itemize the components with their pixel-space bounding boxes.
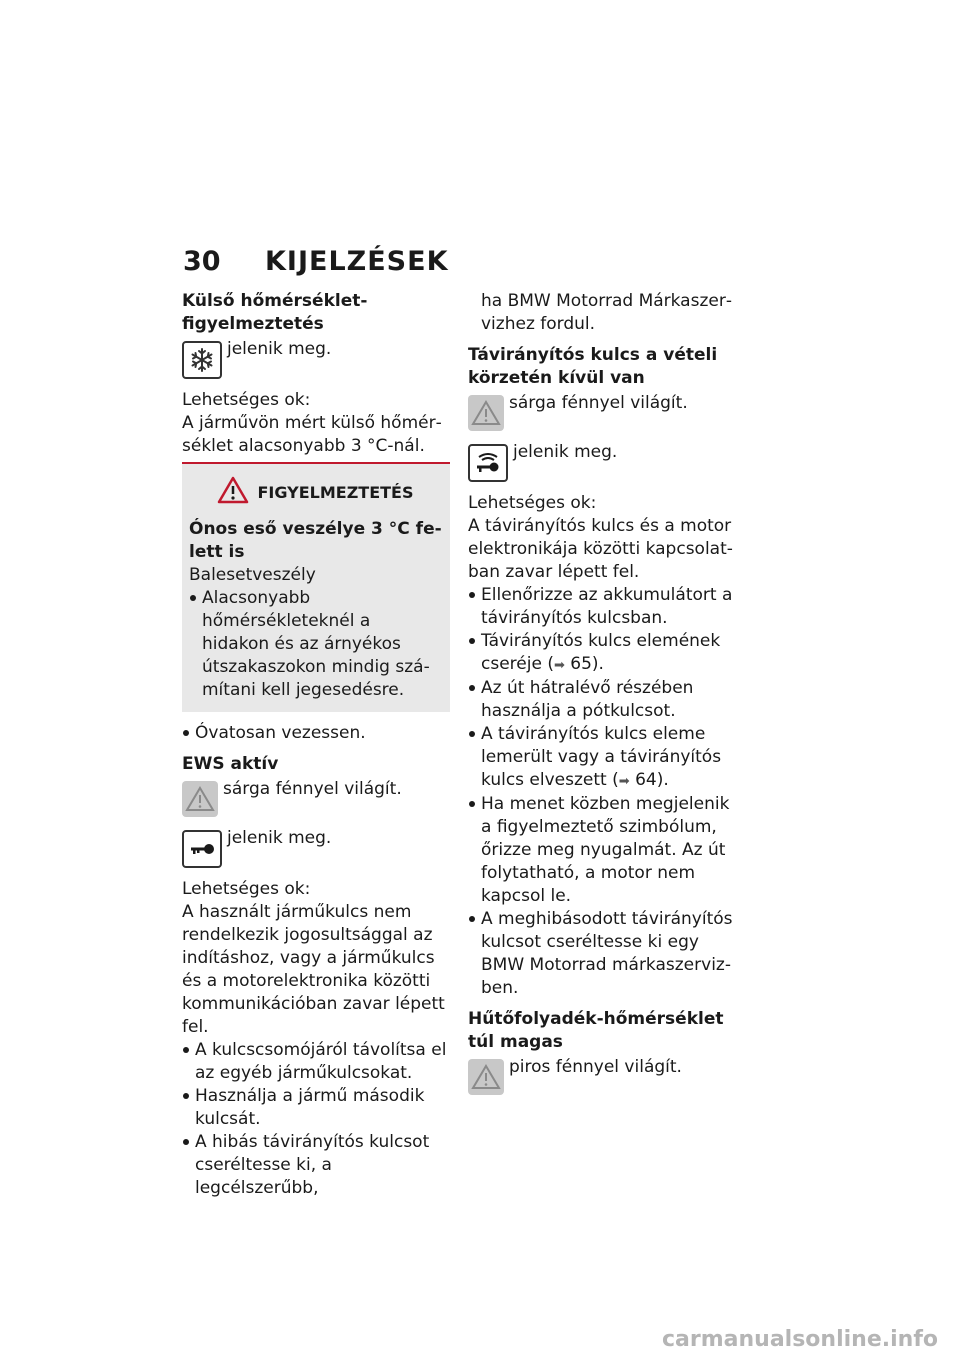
- warning-bullet-list: [189, 587, 442, 702]
- warning-header: [189, 476, 442, 508]
- warning-triangle-icon: [468, 395, 504, 431]
- symbol-row-remote-key: [468, 441, 736, 482]
- key-icon: [182, 830, 222, 868]
- section-title-coolant: Hűtőfolyadék-hőmérséklet túl magas: [468, 1009, 724, 1052]
- symbol-text: jelenik meg.: [227, 339, 332, 359]
- symbol-row-warning: [468, 392, 736, 431]
- symbol-row-warning: [468, 1056, 736, 1095]
- snowflake-icon: [182, 341, 222, 379]
- left-column: [182, 290, 450, 1200]
- page-number: 30: [183, 246, 221, 277]
- cause-label: Lehetséges ok:: [182, 390, 311, 410]
- list-item: Ellenőrizze az akkumulátort a távirányítós kulcsban.: [468, 584, 736, 630]
- symbol-text: jelenik meg.: [513, 442, 618, 462]
- page-reference-link[interactable]: 65).: [570, 654, 604, 674]
- section-title-outside-temp: Külső hőmérséklet-figyelmeztetés: [182, 291, 368, 334]
- warning-title: Ónos eső veszélye 3 °C felett is: [189, 519, 442, 562]
- key-icon: [468, 444, 508, 482]
- reference-arrow-icon: ➡: [553, 658, 565, 673]
- cause-text: A távirányítós kulcs és a motor elektronikája közötti kapcsolatban zavar lépett fel.: [468, 516, 733, 582]
- continued-text: ha BMW Motorrad Márkaszervizhez fordul.: [481, 291, 732, 334]
- bullet-list: [468, 584, 736, 1000]
- list-item: Használja a jármű második kulcsát.: [182, 1085, 450, 1131]
- list-item: Alacsonyabb hőmérsékleteknél a hidakon és az árnyékos útszakaszokon mindig számítani kell jegesedésre.: [189, 587, 442, 702]
- chapter-title: KIJELZÉSEK: [265, 246, 449, 277]
- reference-arrow-icon: ➡: [618, 774, 630, 789]
- list-item: [468, 723, 736, 793]
- cause-text: A használt járműkulcs nem rendelkezik jogosultsággal az indításhoz, vagy a járműkulcs és a motorelektronika közötti kommunikációban zavar lépett fel.: [182, 902, 445, 1037]
- list-item: A meghibásodott távirányítós kulcsot cseréltesse ki egy BMW Motorrad márkaszervizben.: [468, 908, 736, 1000]
- cause-label: Lehetséges ok:: [468, 493, 597, 513]
- list-item: Ha menet közben megjelenik a figyelmeztető szimbólum, őrizze meg nyugalmát. Az út folytatható, a motor nem kapcsol le.: [468, 793, 736, 908]
- symbol-row-snowflake: [182, 338, 450, 379]
- page-reference-link[interactable]: 64).: [635, 770, 669, 790]
- warning-triangle-icon: [468, 1059, 504, 1095]
- bullet-list: [182, 1039, 450, 1200]
- symbol-text: sárga fénnyel világít.: [509, 393, 688, 413]
- warning-triangle-icon: [182, 781, 218, 817]
- warning-triangle-icon: [217, 476, 249, 508]
- watermark: carmanualsonline.info: [662, 1327, 938, 1352]
- right-column: [468, 290, 736, 1105]
- page-header: [183, 246, 449, 277]
- list-item: Az út hátralévő részében használja a pótkulcsot.: [468, 677, 736, 723]
- section-title-ews: EWS aktív: [182, 754, 279, 774]
- symbol-text: piros fénnyel világít.: [509, 1057, 682, 1077]
- list-item-text: Távirányítós kulcs elemének cseréje (: [481, 631, 721, 674]
- symbol-text: jelenik meg.: [227, 828, 332, 848]
- list-item: [468, 630, 736, 677]
- section-title-remote-key: Távirányítós kulcs a vételi körzetén kívül van: [468, 345, 718, 388]
- warning-subtitle: Balesetveszély: [189, 565, 316, 585]
- cause-label: Lehetséges ok:: [182, 879, 311, 899]
- list-item: A hibás távirányítós kulcsot cseréltesse ki, a legcélszerűbb,: [182, 1131, 450, 1200]
- list-item: A kulcscsomójáról távolítsa el az egyéb járműkulcsokat.: [182, 1039, 450, 1085]
- cause-text: A járművön mért külső hőmérséklet alacsonyabb 3 °C-nál.: [182, 413, 442, 456]
- warning-box: [182, 464, 450, 712]
- symbol-row-warning: [182, 778, 450, 817]
- warning-label: FIGYELMEZTETÉS: [257, 482, 414, 502]
- bullet-list: [182, 722, 450, 745]
- symbol-text: sárga fénnyel világít.: [223, 779, 402, 799]
- list-item-text: A távirányítós kulcs eleme lemerült vagy a távirányítós kulcs elveszett (: [481, 724, 722, 790]
- list-item: Óvatosan vezessen.: [182, 722, 450, 745]
- symbol-row-key: [182, 827, 450, 868]
